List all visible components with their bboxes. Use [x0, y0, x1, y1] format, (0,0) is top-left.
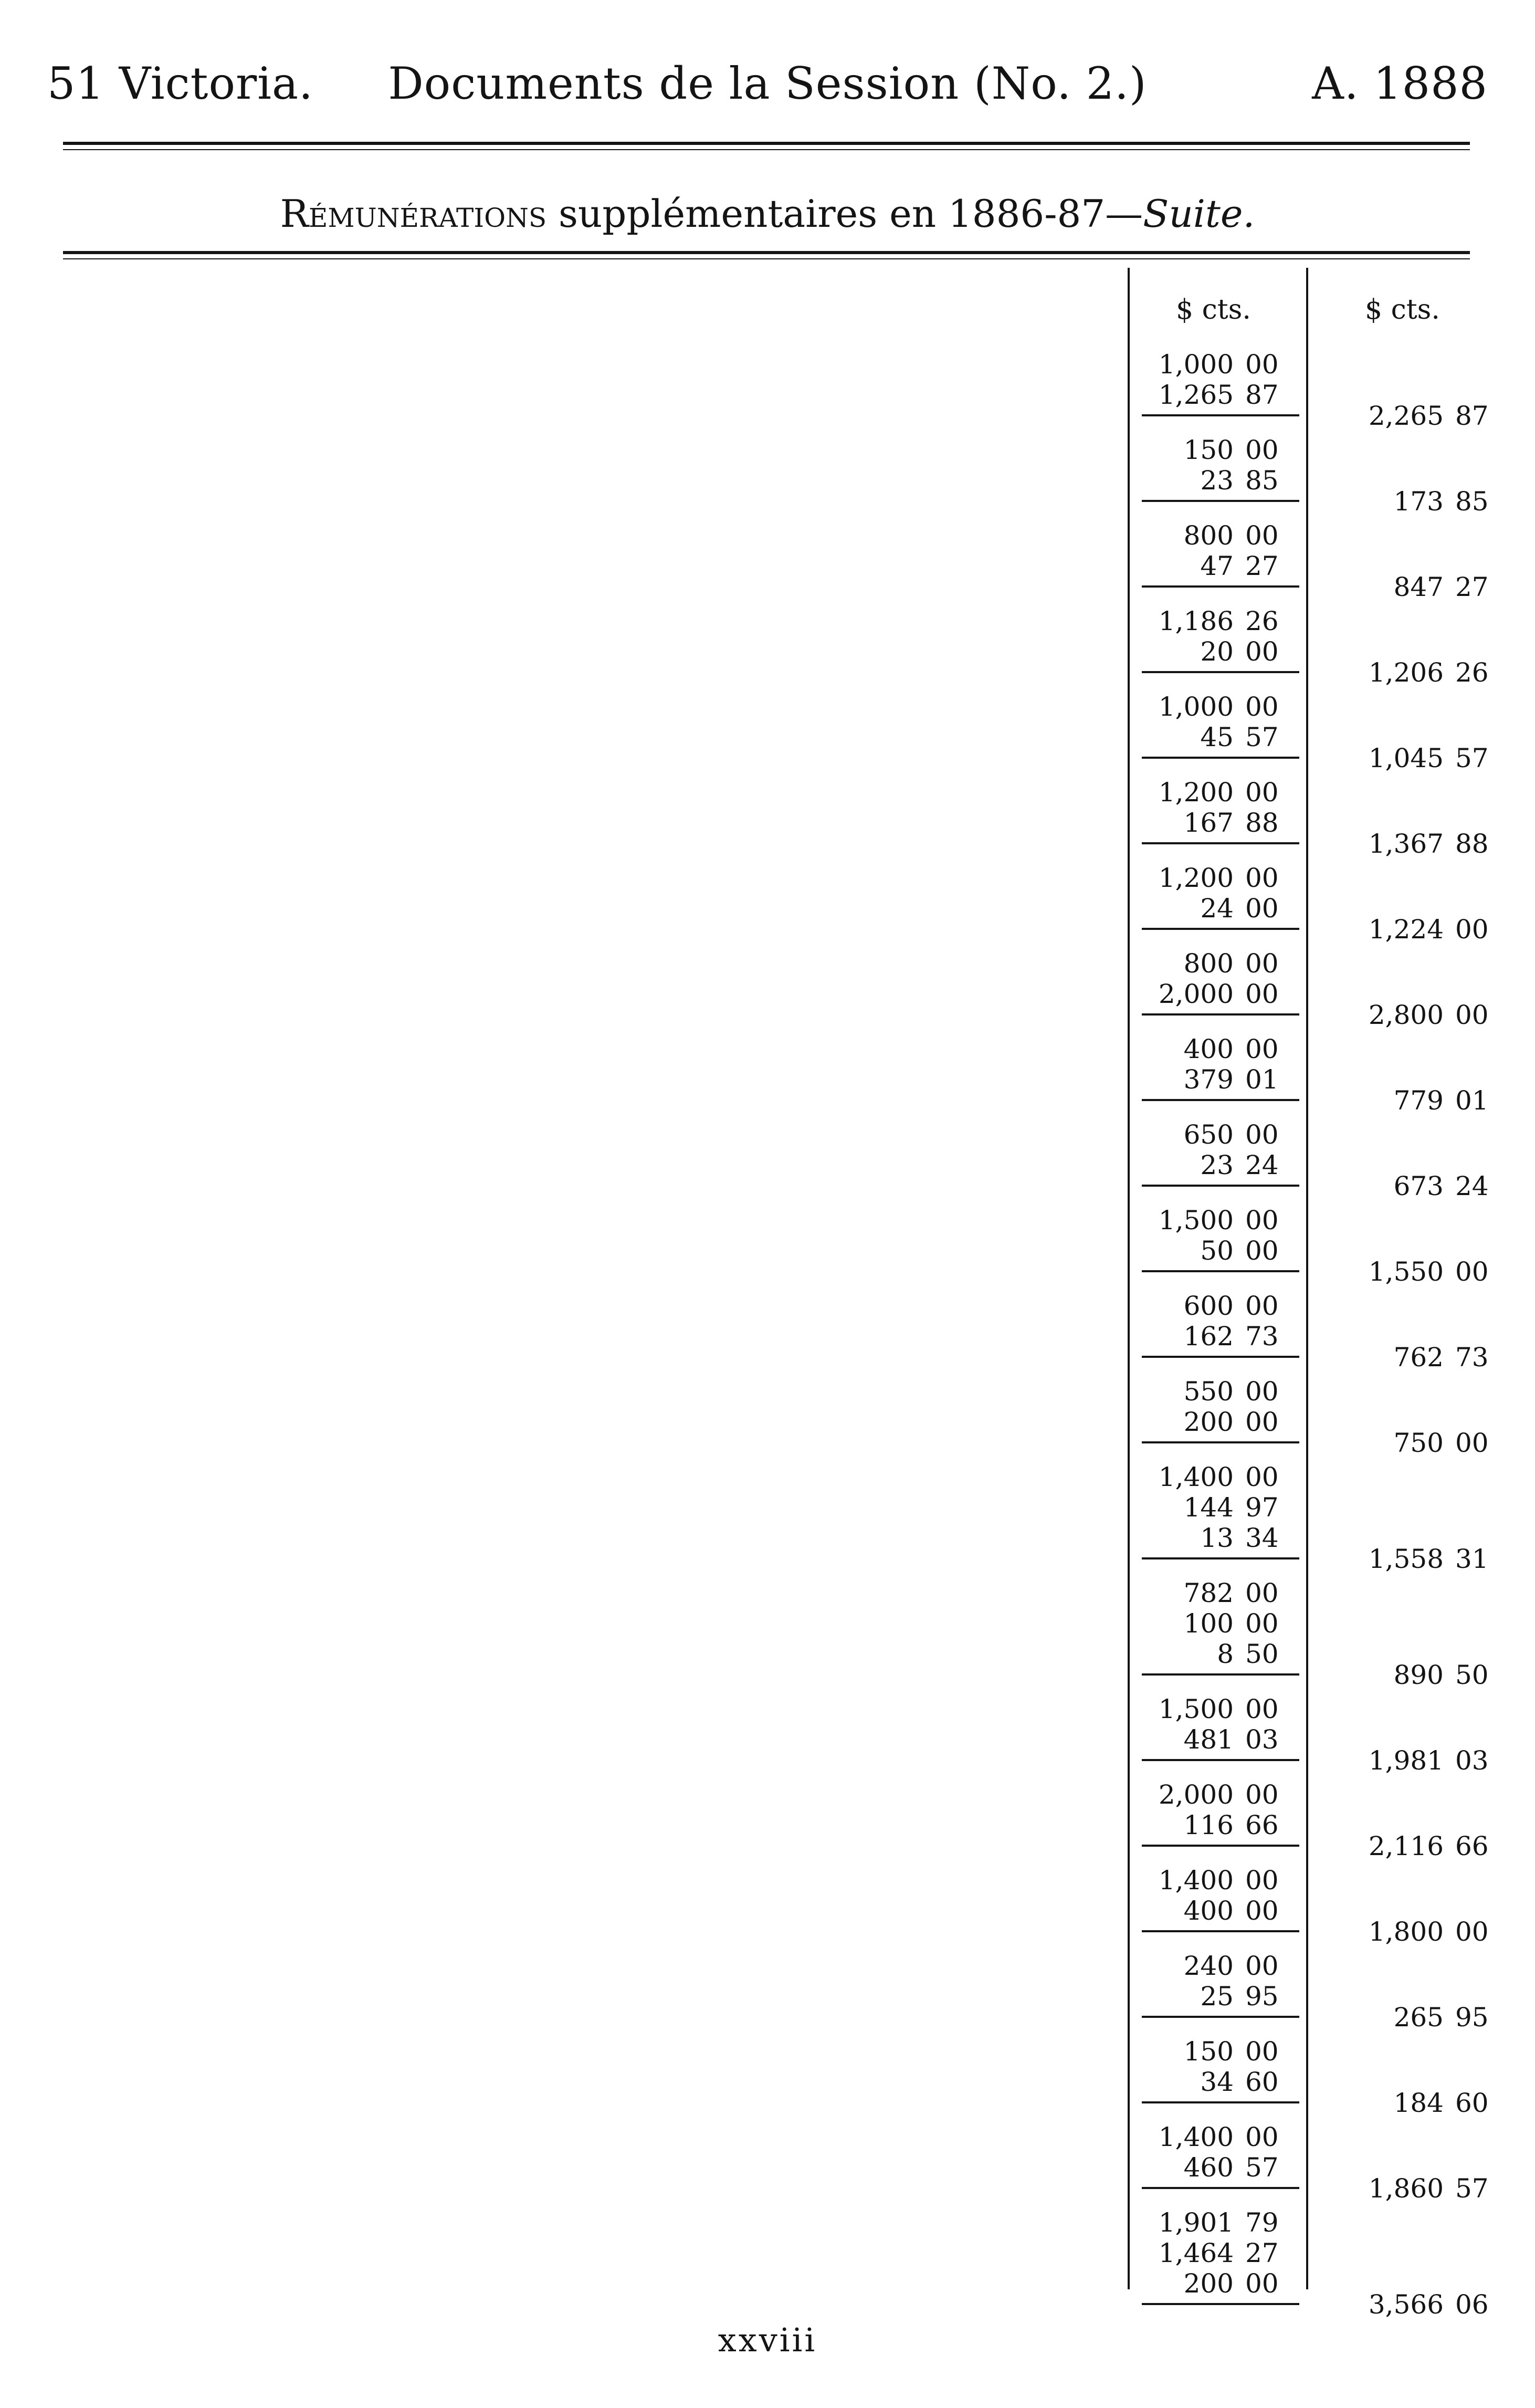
row-amount: 2,000 — [1158, 979, 1234, 1009]
row-cents: 00 — [1245, 1951, 1279, 1981]
entry-total — [0, 1085, 1535, 1116]
row-cents: 00 — [1245, 1608, 1279, 1639]
header-left: 51 Victoria. — [47, 58, 313, 109]
row-cents: 01 — [1245, 1064, 1279, 1095]
header-right: A. 1888 — [1312, 58, 1488, 109]
entry-total — [0, 2088, 1535, 2118]
ledger-row — [0, 1951, 1535, 1981]
ledger-row — [0, 349, 1535, 380]
row-cents: 95 — [1245, 1981, 1279, 2012]
ledger-row — [0, 777, 1535, 808]
row-cents: 00 — [1245, 1896, 1279, 1926]
row-amount: 1,400 — [1158, 1462, 1234, 1492]
row-cents: 00 — [1245, 2036, 1279, 2067]
page-title — [0, 192, 1535, 236]
row-cents: 00 — [1245, 1462, 1279, 1492]
entry-total — [0, 1257, 1535, 1287]
row-amount: 481 — [1183, 1724, 1234, 1755]
row-cents: 57 — [1245, 2152, 1279, 2183]
total-cents: 01 — [1455, 1085, 1489, 1116]
total-amount: 673 — [1393, 1171, 1444, 1201]
entry-total — [0, 743, 1535, 773]
ledger-row — [0, 606, 1535, 636]
ledger-row — [0, 2238, 1535, 2268]
ledger-row — [0, 520, 1535, 551]
row-amount: 167 — [1183, 808, 1234, 838]
total-amount: 779 — [1393, 1085, 1444, 1116]
entry-total — [0, 572, 1535, 602]
total-cents: 57 — [1455, 743, 1489, 773]
total-amount: 1,550 — [1368, 1257, 1444, 1287]
total-cents: 31 — [1455, 1544, 1489, 1574]
row-cents: 00 — [1245, 1779, 1279, 1810]
row-cents: 03 — [1245, 1724, 1279, 1755]
row-cents: 00 — [1245, 1205, 1279, 1236]
row-amount: 100 — [1183, 1608, 1234, 1639]
total-cents: 66 — [1455, 1831, 1489, 1861]
row-cents: 73 — [1245, 1321, 1279, 1352]
entry-total — [0, 657, 1535, 688]
row-amount: 144 — [1183, 1492, 1234, 1523]
entry-total — [0, 1171, 1535, 1201]
ledger-row — [0, 1865, 1535, 1896]
entry-total — [0, 1544, 1535, 1574]
ledger-row — [0, 2036, 1535, 2067]
total-amount: 762 — [1393, 1342, 1444, 1373]
row-amount: 1,200 — [1158, 777, 1234, 808]
total-cents: 00 — [1455, 914, 1489, 945]
total-amount: 265 — [1393, 2002, 1444, 2033]
row-cents: 34 — [1245, 1523, 1279, 1553]
entry-total — [0, 2002, 1535, 2033]
row-amount: 150 — [1183, 435, 1234, 465]
entry-total — [0, 1831, 1535, 1861]
row-cents: 00 — [1245, 349, 1279, 380]
row-amount: 23 — [1200, 465, 1234, 496]
row-amount: 1,500 — [1158, 1694, 1234, 1724]
row-cents: 97 — [1245, 1492, 1279, 1523]
row-cents: 00 — [1245, 2122, 1279, 2152]
row-amount: 1,500 — [1158, 1205, 1234, 1236]
row-amount: 45 — [1200, 722, 1234, 752]
column-header-detail: $ cts. — [1176, 294, 1251, 326]
entry-total — [0, 829, 1535, 859]
row-amount: 162 — [1183, 1321, 1234, 1352]
row-cents: 88 — [1245, 808, 1279, 838]
row-cents: 00 — [1245, 1578, 1279, 1608]
total-cents: 27 — [1455, 572, 1489, 602]
entry-total — [0, 1342, 1535, 1373]
total-cents: 95 — [1455, 2002, 1489, 2033]
row-amount: 24 — [1200, 893, 1234, 924]
total-amount: 2,800 — [1368, 1000, 1444, 1030]
row-amount: 23 — [1200, 1150, 1234, 1180]
row-cents: 00 — [1245, 948, 1279, 979]
total-cents: 60 — [1455, 2088, 1489, 2118]
row-amount: 1,464 — [1158, 2238, 1234, 2268]
ledger-row — [0, 2207, 1535, 2238]
total-cents: 00 — [1455, 1257, 1489, 1287]
row-cents: 66 — [1245, 1810, 1279, 1840]
entry-total — [0, 2289, 1535, 2320]
total-cents: 57 — [1455, 2173, 1489, 2204]
ledger-row — [0, 1205, 1535, 1236]
title-suite: Suite. — [1143, 192, 1255, 236]
ledger-row — [0, 948, 1535, 979]
row-cents: 00 — [1245, 1291, 1279, 1321]
row-cents: 00 — [1245, 1236, 1279, 1266]
row-cents: 00 — [1245, 1694, 1279, 1724]
row-amount: 13 — [1200, 1523, 1234, 1553]
row-amount: 47 — [1200, 551, 1234, 581]
row-amount: 782 — [1183, 1578, 1234, 1608]
row-amount: 460 — [1183, 2152, 1234, 2183]
row-amount: 2,000 — [1158, 1779, 1234, 1810]
row-cents: 00 — [1245, 1034, 1279, 1064]
total-amount: 184 — [1393, 2088, 1444, 2118]
row-cents: 50 — [1245, 1639, 1279, 1669]
ledger-row — [0, 1119, 1535, 1150]
total-amount: 173 — [1393, 486, 1444, 517]
row-cents: 57 — [1245, 722, 1279, 752]
row-cents: 00 — [1245, 863, 1279, 893]
entry-total — [0, 486, 1535, 517]
total-cents: 00 — [1455, 1000, 1489, 1030]
row-amount: 1,400 — [1158, 2122, 1234, 2152]
ledger-row — [0, 692, 1535, 722]
row-amount: 650 — [1183, 1119, 1234, 1150]
entry-total — [0, 914, 1535, 945]
row-cents: 27 — [1245, 551, 1279, 581]
title-rule-thick — [63, 251, 1470, 254]
total-amount: 1,860 — [1368, 2173, 1444, 2204]
total-amount: 1,206 — [1368, 657, 1444, 688]
ledger-row — [0, 2122, 1535, 2152]
total-cents: 73 — [1455, 1342, 1489, 1373]
row-cents: 00 — [1245, 777, 1279, 808]
total-amount: 1,981 — [1368, 1745, 1444, 1776]
title-main: Rémunérations — [280, 192, 547, 236]
total-amount: 1,045 — [1368, 743, 1444, 773]
row-amount: 1,000 — [1158, 692, 1234, 722]
total-cents: 00 — [1455, 1917, 1489, 1947]
total-cents: 87 — [1455, 401, 1489, 431]
row-amount: 1,400 — [1158, 1865, 1234, 1896]
total-amount: 2,265 — [1368, 401, 1444, 431]
row-amount: 1,901 — [1158, 2207, 1234, 2238]
total-cents: 50 — [1455, 1660, 1489, 1690]
ledger-row — [0, 1694, 1535, 1724]
row-cents: 00 — [1245, 692, 1279, 722]
row-cents: 00 — [1245, 636, 1279, 667]
total-cents: 00 — [1455, 1428, 1489, 1458]
row-amount: 1,200 — [1158, 863, 1234, 893]
total-amount: 847 — [1393, 572, 1444, 602]
row-cents: 27 — [1245, 2238, 1279, 2268]
ledger-row — [0, 863, 1535, 893]
ledger-row — [0, 1462, 1535, 1492]
row-amount: 20 — [1200, 636, 1234, 667]
row-amount: 200 — [1183, 2268, 1234, 2299]
entry-total — [0, 1745, 1535, 1776]
total-amount: 1,367 — [1368, 829, 1444, 859]
total-cents: 06 — [1455, 2289, 1489, 2320]
ledger-row — [0, 435, 1535, 465]
row-amount: 1,000 — [1158, 349, 1234, 380]
row-cents: 00 — [1245, 520, 1279, 551]
row-amount: 1,186 — [1158, 606, 1234, 636]
entry-total — [0, 1000, 1535, 1030]
row-cents: 00 — [1245, 435, 1279, 465]
total-cents: 26 — [1455, 657, 1489, 688]
header-center: Documents de la Session (No. 2.) — [388, 58, 1147, 109]
header-rule-thin — [63, 149, 1470, 150]
total-cents: 24 — [1455, 1171, 1489, 1201]
ledger-row — [0, 1578, 1535, 1608]
total-cents: 88 — [1455, 829, 1489, 859]
total-cents: 85 — [1455, 486, 1489, 517]
entry-total — [0, 1660, 1535, 1690]
row-amount: 600 — [1183, 1291, 1234, 1321]
row-cents: 00 — [1245, 1407, 1279, 1437]
header-rule-thick — [63, 142, 1470, 145]
row-cents: 00 — [1245, 979, 1279, 1009]
ledger-row — [0, 1034, 1535, 1064]
ledger-row — [0, 1376, 1535, 1407]
ledger-row — [0, 1608, 1535, 1639]
total-amount: 1,558 — [1368, 1544, 1444, 1574]
row-amount: 379 — [1183, 1064, 1234, 1095]
total-amount: 2,116 — [1368, 1831, 1444, 1861]
ledger-row — [0, 1492, 1535, 1523]
row-cents: 00 — [1245, 893, 1279, 924]
total-amount: 1,800 — [1368, 1917, 1444, 1947]
row-amount: 240 — [1183, 1951, 1234, 1981]
row-amount: 8 — [1217, 1639, 1234, 1669]
row-cents: 60 — [1245, 2067, 1279, 2097]
column-header-total: $ cts. — [1365, 294, 1440, 326]
ledger-row — [0, 1779, 1535, 1810]
total-amount: 890 — [1393, 1660, 1444, 1690]
row-amount: 25 — [1200, 1981, 1234, 2012]
row-cents: 00 — [1245, 1376, 1279, 1407]
row-amount: 150 — [1183, 2036, 1234, 2067]
row-amount: 400 — [1183, 1034, 1234, 1064]
total-amount: 1,224 — [1368, 914, 1444, 945]
entry-total — [0, 2173, 1535, 2204]
row-cents: 85 — [1245, 465, 1279, 496]
total-cents: 03 — [1455, 1745, 1489, 1776]
title-rest: supplémentaires en 1886-87— — [546, 192, 1143, 236]
row-amount: 800 — [1183, 948, 1234, 979]
entry-total — [0, 401, 1535, 431]
row-cents: 00 — [1245, 1865, 1279, 1896]
row-amount: 400 — [1183, 1896, 1234, 1926]
row-amount: 800 — [1183, 520, 1234, 551]
row-cents: 87 — [1245, 380, 1279, 410]
row-amount: 116 — [1183, 1810, 1234, 1840]
row-amount: 1,265 — [1158, 380, 1234, 410]
ledger-row — [0, 1291, 1535, 1321]
row-cents: 00 — [1245, 2268, 1279, 2299]
total-amount: 750 — [1393, 1428, 1444, 1458]
row-amount: 200 — [1183, 1407, 1234, 1437]
entry-total — [0, 1917, 1535, 1947]
entry-total — [0, 1428, 1535, 1458]
row-cents: 24 — [1245, 1150, 1279, 1180]
row-cents: 79 — [1245, 2207, 1279, 2238]
page-number: xxviii — [718, 2321, 817, 2359]
row-amount: 550 — [1183, 1376, 1234, 1407]
row-amount: 50 — [1200, 1236, 1234, 1266]
total-amount: 3,566 — [1368, 2289, 1444, 2320]
title-rule-thin — [63, 258, 1470, 259]
row-cents: 26 — [1245, 606, 1279, 636]
row-cents: 00 — [1245, 1119, 1279, 1150]
row-amount: 34 — [1200, 2067, 1234, 2097]
